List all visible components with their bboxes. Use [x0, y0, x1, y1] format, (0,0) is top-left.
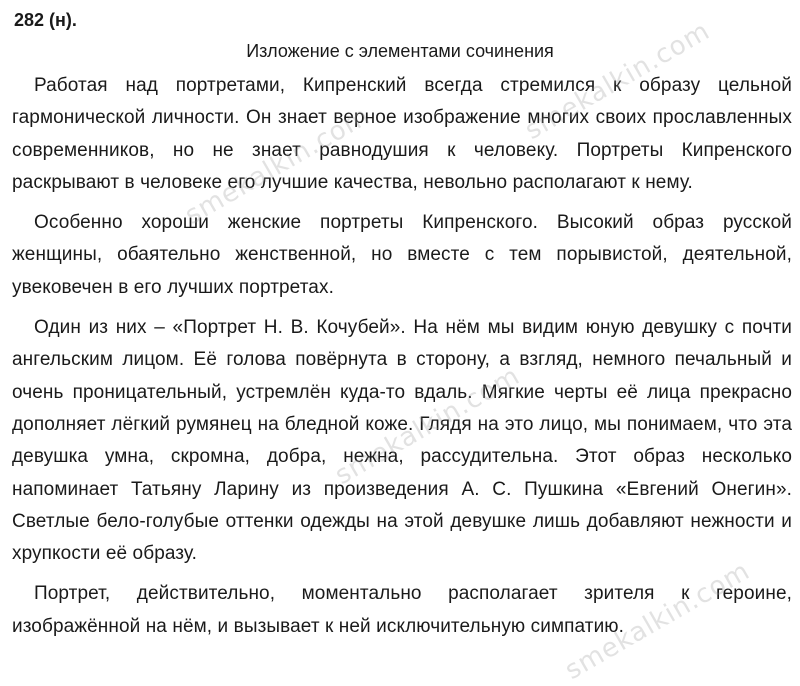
paragraph-4: Портрет, действительно, моментально располагает зрителя к героине, изображённой на нём, и вызывает к ней исключительную симпатию. — [12, 583, 792, 637]
watermark: smekalkin.com — [330, 360, 526, 491]
watermark: smekalkin.com — [560, 555, 756, 686]
watermark: smekalkin.com — [180, 100, 376, 231]
exercise-number: 282 (н). — [14, 10, 77, 30]
paragraph-1: Работая над портретами, Кипренский всегда стремился к образу цельной гармонической личности. Он знает верное изображение многих своих прославленных современников, но не знает равнодушия к человеку. Портреты Кипренского раскрывают в человеке его лучшие качества, невольно располагают к нему. — [12, 75, 792, 193]
watermark: smekalkin.com — [520, 15, 716, 146]
document-title: Изложение с элементами сочинения — [246, 41, 554, 61]
essay-body — [12, 70, 792, 651]
paragraph-2: Особенно хороши женские портреты Кипренского. Высокий образ русской женщины, обаятельно женственной, но вместе с тем порывистой, деятельной, увековечен в его лучших портретах. — [12, 212, 792, 298]
paragraph-3: Один из них – «Портрет Н. В. Кочубей». На нём мы видим юную девушку с почти ангельским лицом. Её голова повёрнута в сторону, а взгляд, немного печальный и очень проницательный, устремлён куда-то вдаль. Мягкие черты её лица прекрасно дополняет лёгкий румянец на бледной коже. Глядя на это лицо, мы понимаем, что эта девушка умна, скромна, добра, нежна, рассудительна. Этот образ несколько напоминает Татьяну Ларину из произведения А. С. Пушкина «Евгений Онегин». Светлые бело-голубые оттенки одежды на этой девушке лишь добавляют нежности и хрупкости её образу. — [12, 317, 792, 565]
